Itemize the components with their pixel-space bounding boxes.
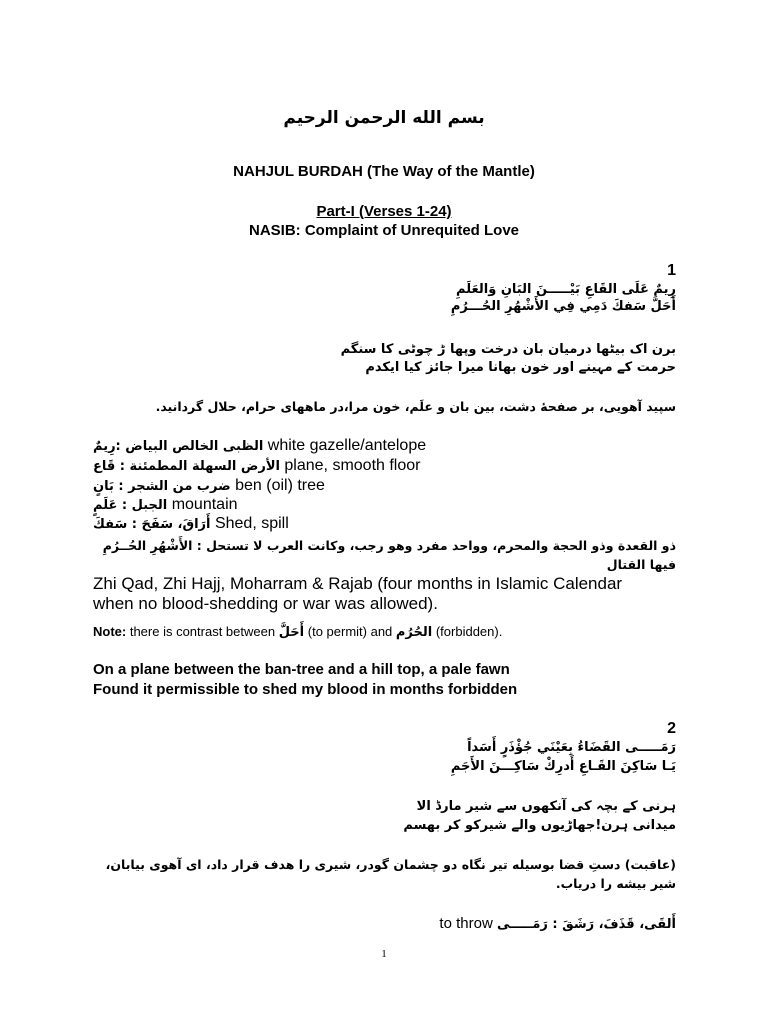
section-subtitle: NASIB: Complaint of Unrequited Love <box>249 222 519 239</box>
note-arabic-word-2: الحُرُم <box>395 625 433 640</box>
gloss-english: to throw <box>439 915 493 932</box>
verse1-persian: سپید آهویی، بر صفحهٔ دشت، بین بان و علَم، خون مرا،در ماههای حرام، حلال گردانید. <box>155 399 676 414</box>
verse1-arabic-line1: رِيمٌ عَلَى القَاعِ بَيْـــــنَ البَانِ وَالعَلَمِ <box>456 282 676 297</box>
gloss-arabic: ضرب من الشجر : بَانٍ <box>93 479 231 494</box>
sacred-months-english-line1: Zhi Qad, Zhi Hajj, Moharram & Rajab (four months in Islamic Calendar <box>93 574 623 593</box>
gloss-english: Shed, spill <box>214 515 289 532</box>
verse1-translation-line2: Found it permissible to shed my blood in months forbidden <box>93 681 518 698</box>
sacred-months-arabic: ذو القعدة وذو الحجة والمحرم، وواحد مفرد وهو رجب، وكانت العرب لا تستحل : الأَشْهُرِ الحُــرُمِ فيها القتال <box>102 538 676 572</box>
gloss-row <box>93 496 683 514</box>
gloss-arabic: الجبل : عَلَمٍ <box>93 498 168 513</box>
gloss-arabic: الظبی الخالص البیاض :رِيمٌ <box>93 439 264 454</box>
verse-number-2: 2 <box>667 720 676 737</box>
verse2-urdu-line2: میدانی ہرن!جھاڑیوں والے شیرکو کر بھسم <box>403 818 676 833</box>
gloss-row <box>93 457 683 475</box>
gloss-row <box>93 477 683 495</box>
gloss-english: ben (oil) tree <box>235 477 325 494</box>
sacred-months-english-line2: when no blood-shedding or war was allowed). <box>93 594 438 613</box>
verse2-urdu-line1: ہرنی کے بچہ کی آنکھوں سے شیر مارڈ الا <box>416 799 676 814</box>
verse1-urdu-line1: برن اک بیٹھا درمیان بان درخت وپھا ڑ چوٹی کا سنگم <box>340 342 676 357</box>
note-text-pre: there is contrast between <box>126 624 279 639</box>
gloss-english: mountain <box>171 496 238 513</box>
part-heading: Part-I (Verses 1-24) <box>316 203 452 220</box>
page-number: 1 <box>381 948 387 960</box>
gloss-arabic: أَلقَى، قَذَفَ، رَشَقَ : رَمَـــــى <box>496 917 676 932</box>
verse2-persian-line2: شیر بیشه را دریاب. <box>555 876 676 891</box>
gloss-arabic: الأرض السهلة المطمئنة : قَاع <box>93 459 280 474</box>
verse2-arabic-line2: يَـا سَاكِنَ القَـاعِ أَدرِكْ سَاكِـــنَ الأَجَمِ <box>450 759 676 774</box>
verse-number-1: 1 <box>667 262 676 279</box>
verse2-gloss <box>116 915 676 932</box>
note-arabic-word-1: أَحَلَّ <box>278 625 305 640</box>
note-text-mid: (to permit) and <box>304 624 396 639</box>
verse1-translation-line1: On a plane between the ban-tree and a hill top, a pale fawn <box>93 661 510 678</box>
gloss-row <box>93 515 683 533</box>
gloss-arabic: أَرَاقَ، سَفَحَ : سَفكَ <box>93 517 211 532</box>
verse2-persian-line1: (عاقبت) دستِ قضا بوسیله تیر نگاه دو چشمان گودر، شیری را هدف قرار داد، ای آهوی بیابان، <box>105 857 676 872</box>
gloss-row <box>93 437 683 455</box>
verse1-arabic-line2: أَحَلَّ سَفكَ دَمِي فِي الأَشْهُرِ الحُـــرُمِ <box>450 299 676 314</box>
document-title: NAHJUL BURDAH (The Way of the Mantle) <box>233 163 535 180</box>
bismillah: بسم الله الرحمن الرحيم <box>283 108 485 128</box>
verse2-arabic-line1: رَمَـــــى القَضَاءُ بِعَيْنَي جُؤْذَرٍ أَسَداً <box>467 740 676 755</box>
note-text-post: (forbidden). <box>432 624 503 639</box>
gloss-english: white gazelle/antelope <box>267 437 427 454</box>
gloss-english: plane, smooth floor <box>284 457 421 474</box>
verse1-urdu-line2: حرمت کے مہینے اور خون بھانا میرا جائز کیا ایکدم <box>365 360 676 375</box>
note-line <box>93 624 683 640</box>
note-label: Note: <box>93 624 127 639</box>
